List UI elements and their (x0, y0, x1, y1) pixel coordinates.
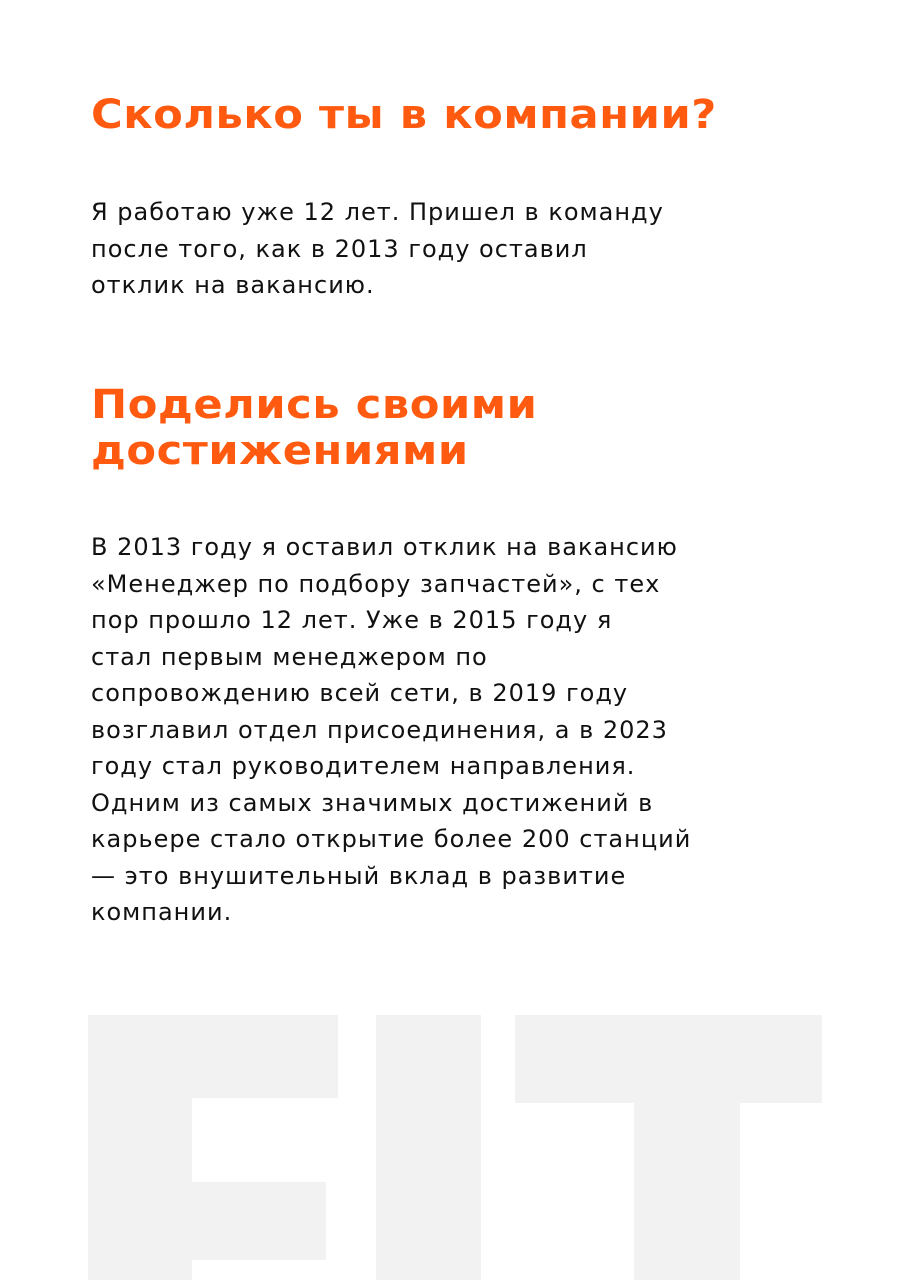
heading-line: Поделись своими (91, 382, 538, 428)
text-line: после того, как в 2013 году оставил (91, 234, 588, 263)
text-line: — это внушительный вклад в развитие (91, 861, 627, 890)
text-line: отклик на вакансию. (91, 271, 375, 299)
watermark-letter-t-top-bar (515, 1015, 822, 1103)
section-heading-tenure: Сколько ты в компании? (91, 92, 717, 138)
watermark-letter-i (376, 1015, 481, 1280)
text-line: пор прошло 12 лет. Уже в 2015 году я (91, 606, 613, 634)
heading-line: достижениями (91, 428, 469, 474)
answer-achievements (91, 529, 691, 931)
watermark-letter-f-stem (88, 1015, 192, 1280)
text-line: компании. (91, 898, 233, 926)
text-line: «Менеджер по подбору запчастей», с тех (91, 569, 661, 598)
watermark-letter-t-stem (634, 1015, 740, 1280)
text-line: возглавил отдел присоединения, а в 2023 (91, 715, 668, 744)
watermark-letter-f-middle-bar (88, 1182, 326, 1260)
text-line: В 2013 году я оставил отклик на вакансию (91, 533, 678, 561)
answer-tenure (91, 194, 664, 304)
section-heading-achievements (91, 382, 537, 474)
text-line: Одним из самых значимых достижений в (91, 788, 654, 817)
text-line: сопровождению всей сети, в 2019 году (91, 679, 629, 707)
text-line: карьере стало открытие более 200 станций (91, 825, 692, 853)
text-line: году стал руководителем направления. (91, 752, 636, 780)
watermark-letter-f-top-bar (88, 1015, 338, 1098)
text-line: стал первым менеджером по (91, 642, 488, 671)
text-line: Я работаю уже 12 лет. Пришел в команду (91, 198, 664, 226)
